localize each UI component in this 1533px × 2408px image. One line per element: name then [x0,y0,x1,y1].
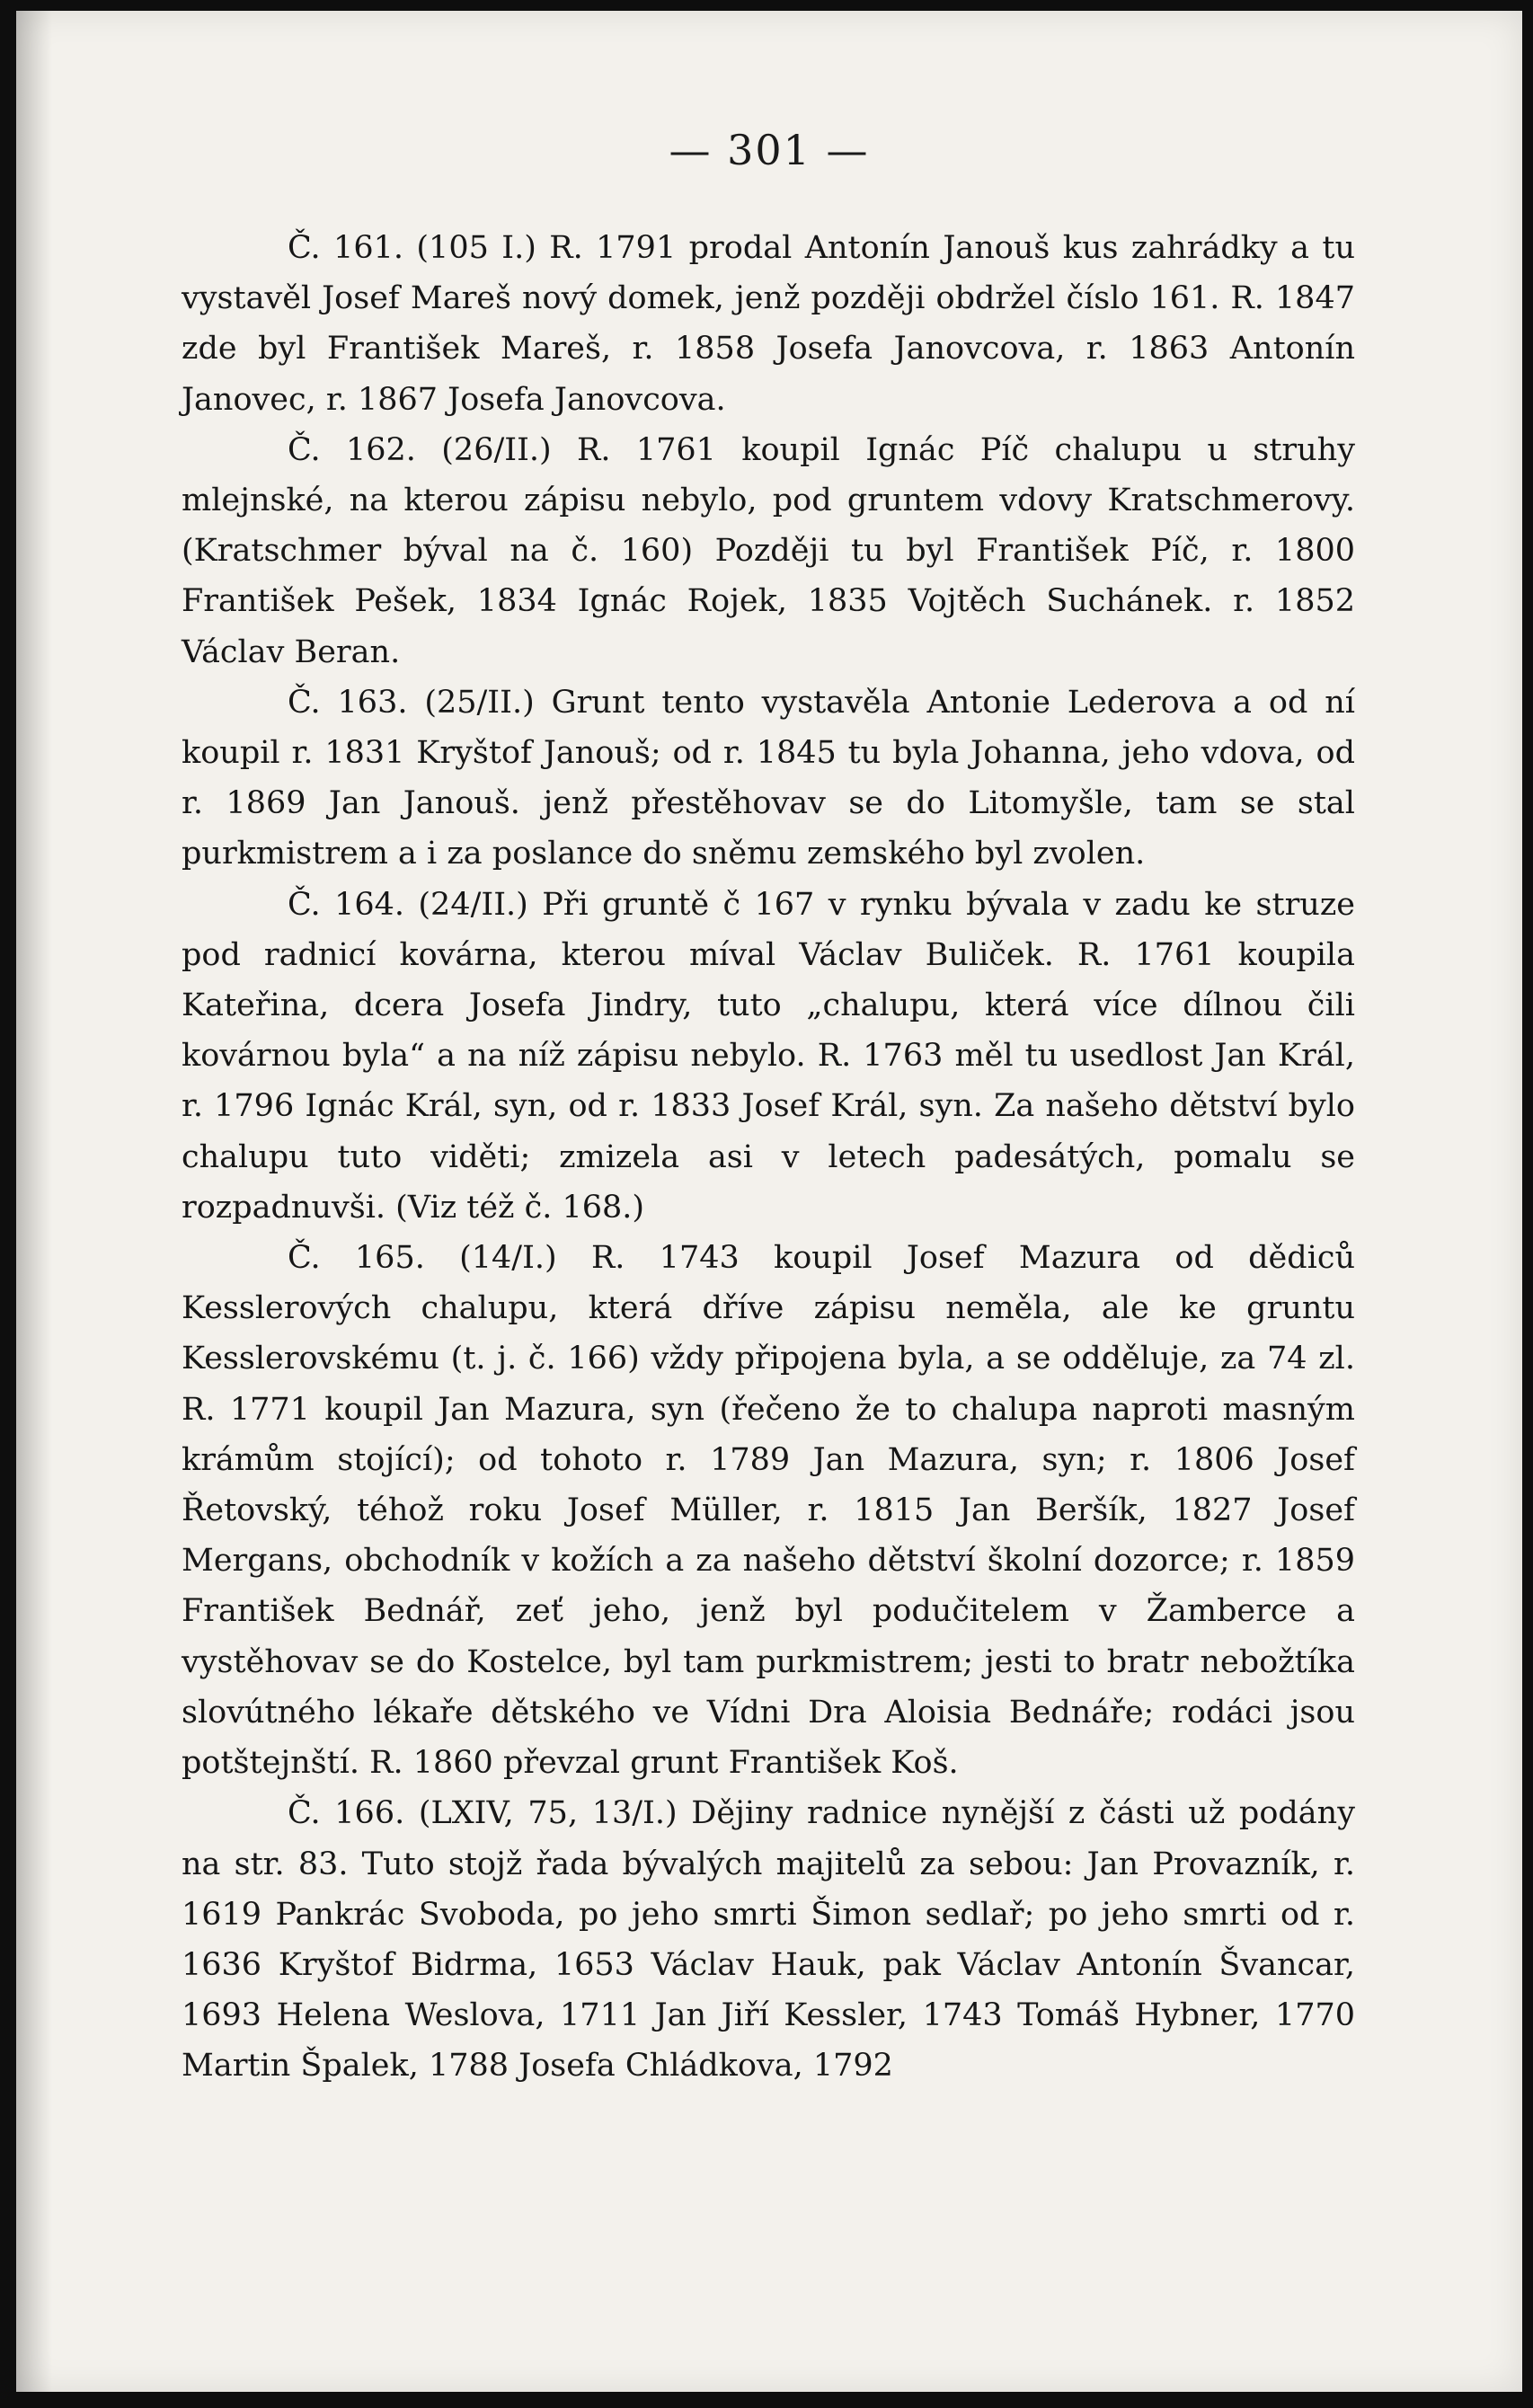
scan-edge-mark [0,1941,16,1995]
entry-163: Č. 163. (25/II.) Grunt tento vystavěla Antonie Lederova a od ní koupil r. 1831 Kryštof Janouš; od r. 1845 tu byla Johanna, jeho vdova, od r. 1869 Jan Janouš. jenž přestěhovav se do Litomyšle, tam se stal purkmistrem a i za poslance do sněmu zemského byl zvolen. [182,684,1355,872]
entry-166: Č. 166. (LXIV, 75, 13/I.) Dějiny radnice nynější z části už podány na str. 83. Tuto stojž řada bývalých majitelů za sebou: Jan Provazník, r. 1619 Pankrác Svoboda, po jeho smrti Šimon sedlař; po jeho smrti od r. 1636 Kryštof Bidrma, 1653 Václav Hauk, pak Václav Antonín Švancar, 1693 Helena Weslova, 1711 Jan Jiří Kessler, 1743 Tomáš Hybner, 1770 Martin Špalek, 1788 Josefa Chládkova, 1792 [182,1795,1355,2085]
entry-164: Č. 164. (24/II.) Při gruntě č 167 v rynku bývala v zadu ke struze pod radnicí kovárna, kterou míval Václav Buliček. R. 1761 koupila Kateřina, dcera Josefa Jindry, tuto „chalupu, která více dílnou čili kovárnou byla“ a na níž zápisu nebylo. R. 1763 měl tu usedlost Jan Král, r. 1796 Ignác Král, syn, od r. 1833 Josef Král, syn. Za našeho dětství bylo chalupu tuto viděti; zmizela asi v letech padesátých, pomalu se rozpadnuvši. (Viz též č. 168.) [182,886,1355,1226]
page-text-body [182,223,1355,2092]
book-page [16,11,1522,2392]
scan-edge-mark [0,1218,16,1249]
entry-162: Č. 162. (26/II.) R. 1761 koupil Ignác Píč chalupu u struhy mlejnské, na kterou zápisu nebylo, pod gruntem vdovy Kratschmerovy. (Kratschmer býval na č. 160) Později tu byl František Píč, r. 1800 František Pešek, 1834 Ignác Rojek, 1835 Vojtěch Suchánek. r. 1852 Václav Beran. [182,431,1355,670]
scan-edge-mark [0,476,16,500]
entry-161: Č. 161. (105 I.) R. 1791 prodal Antonín Janouš kus zahrádky a tu vystavěl Josef Mareš nový domek, jenž později obdržel číslo 161. R. 1847 zde byl František Mareš, r. 1858 Josefa Janovcova, r. 1863 Antonín Janovec, r. 1867 Josefa Janovcova. [182,230,1355,418]
entry-165: Č. 165. (14/I.) R. 1743 koupil Josef Mazura od dědiců Kesslerových chalupu, která dříve zápisu neměla, ale ke gruntu Kesslerovskému (t. j. č. 166) vždy připojena byla, a se odděluje, za 74 zl. R. 1771 koupil Jan Mazura, syn (řečeno že to chalupa naproti masným krámům stojící); od tohoto r. 1789 Jan Mazura, syn; r. 1806 Josef Řetovský, téhož roku Josef Müller, r. 1815 Jan Beršík, 1827 Josef Mergans, obchodník v kožích a za našeho dětství školní dozorce; r. 1859 František Bednář, zeť jeho, jenž byl podučitelem v Žamberce a vystěhovav se do Kostelce, byl tam purkmistrem; jesti to bratr nebožtíka slovútného lékaře dětského ve Vídni Dra Aloisia Bednáře; rodáci jsou potštejnští. R. 1860 převzal grunt František Koš. [182,1240,1355,1782]
page-number: — 301 — [669,126,870,174]
